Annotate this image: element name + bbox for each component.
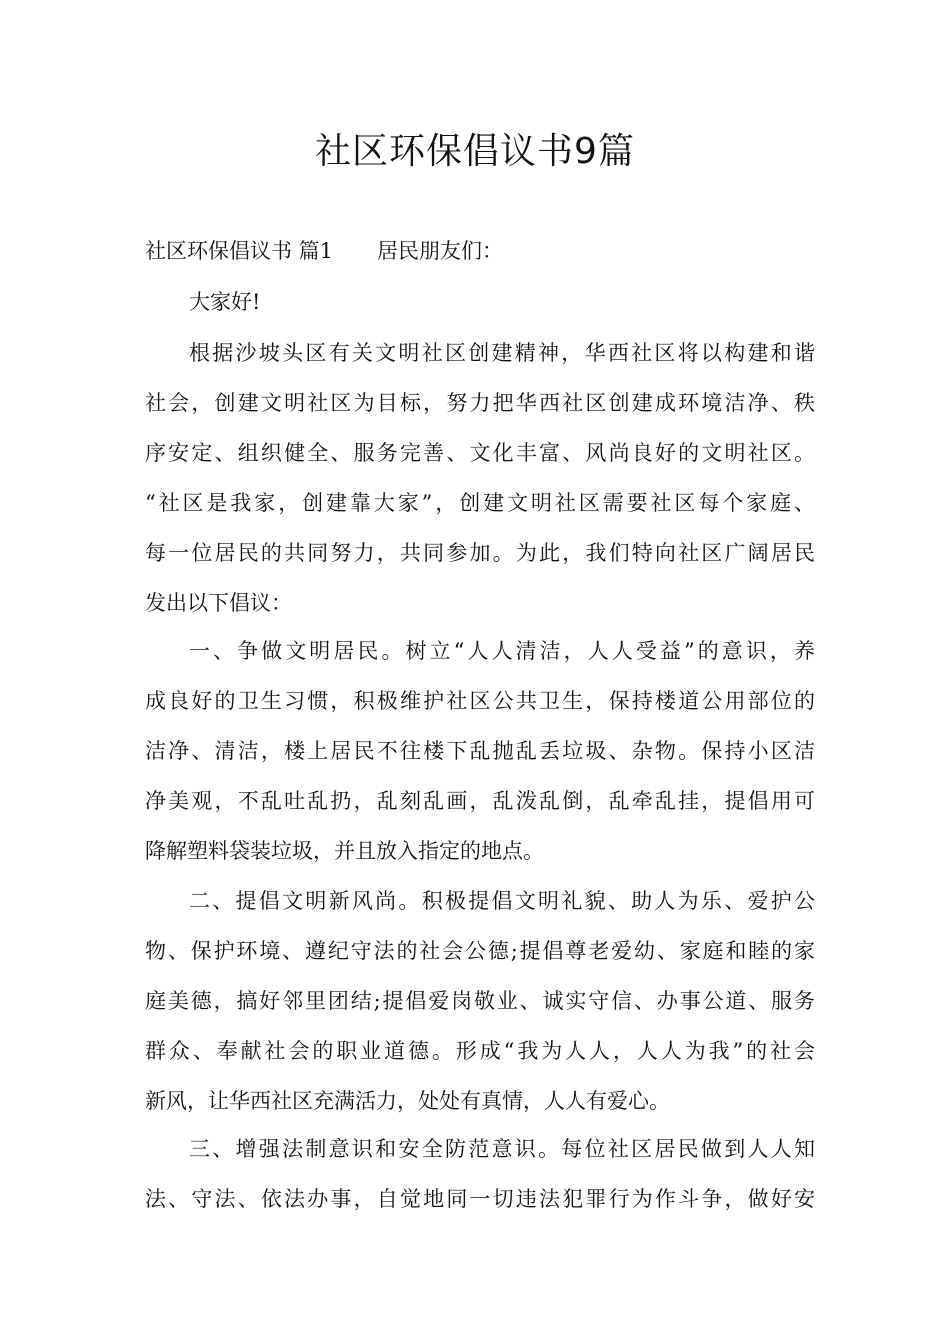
paragraph-line: 庭美德，搞好邻里团结;提倡爱岗敬业、诚实守信、办事公道、服务 (145, 989, 815, 1013)
section-heading: 社区环保倡议书 篇1 (145, 239, 334, 263)
salutation: 居民朋友们： (377, 239, 504, 263)
paragraph-line: 二、提倡文明新风尚。积极提倡文明礼貌、助人为乐、爱护公 (189, 889, 815, 913)
document-title: 社区环保倡议书9篇 (315, 131, 635, 172)
paragraph-line: 净美观，不乱吐乱扔，乱刻乱画，乱泼乱倒，乱牵乱挂，提倡用可 (145, 789, 815, 813)
greeting: 大家好! (189, 290, 261, 314)
paragraph-line: 三、增强法制意识和安全防范意识。每位社区居民做到人人知 (189, 1137, 815, 1161)
paragraph-line: 社会，创建文明社区为目标，努力把华西社区创建成环境洁净、秩 (145, 391, 815, 415)
paragraph-line: 一、争做文明居民。树立“人人清洁，人人受益”的意识，养 (189, 639, 815, 663)
paragraph-line: 降解塑料袋装垃圾，并且放入指定的地点。 (145, 839, 544, 863)
paragraph-line: 洁净、清洁，楼上居民不往楼下乱抛乱丢垃圾、杂物。保持小区洁 (145, 739, 815, 763)
paragraph-line: 物、保护环境、遵纪守法的社会公德;提倡尊老爱幼、家庭和睦的家 (145, 939, 815, 963)
paragraph-line: 成良好的卫生习惯，积极维护社区公共卫生，保持楼道公用部位的 (145, 689, 815, 713)
paragraph-line: 新风，让华西社区充满活力，处处有真情，人人有爱心。 (145, 1089, 670, 1113)
paragraph-line: 法、守法、依法办事，自觉地同一切违法犯罪行为作斗争，做好安 (145, 1187, 815, 1211)
paragraph-line: 每一位居民的共同努力，共同参加。为此，我们特向社区广阔居民 (145, 541, 815, 565)
paragraph-line: 根据沙坡头区有关文明社区创建精神，华西社区将以构建和谐 (189, 341, 815, 365)
paragraph-line: 序安定、组织健全、服务完善、文化丰富、风尚良好的文明社区。 (145, 441, 815, 465)
paragraph-line: “社区是我家，创建靠大家”，创建文明社区需要社区每个家庭、 (145, 491, 815, 515)
paragraph-line: 发出以下倡议： (145, 591, 292, 615)
paragraph-line: 群众、奉献社会的职业道德。形成“我为人人，人人为我”的社会 (145, 1039, 815, 1063)
first-line (145, 236, 815, 266)
